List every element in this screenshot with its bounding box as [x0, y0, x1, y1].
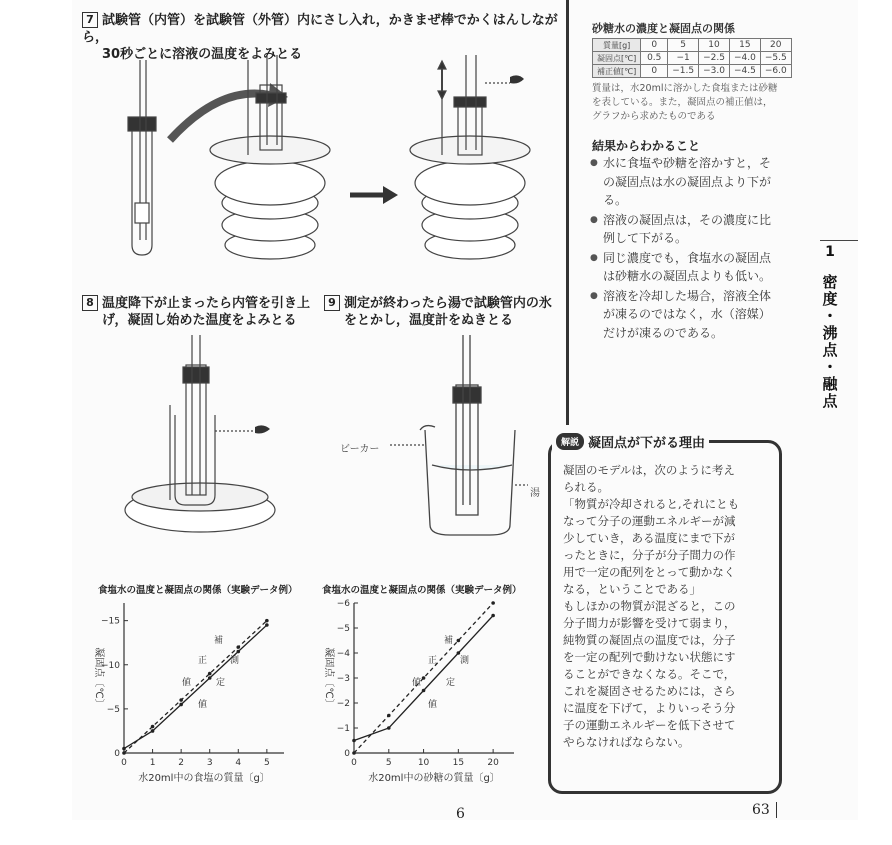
- step-8-text-1: 温度降下が止まったら内管を引き上: [102, 296, 311, 311]
- annotation-char: 測: [230, 656, 240, 666]
- y-tick-label: 0: [114, 749, 120, 759]
- cooling-apparatus-1: [210, 55, 330, 259]
- test-tube-inner-outer: [128, 60, 156, 255]
- data-point: [457, 651, 461, 655]
- data-point: [122, 751, 126, 755]
- side-tab-rule: [820, 240, 858, 241]
- sugar-table: [592, 38, 792, 78]
- data-point: [422, 676, 426, 680]
- table-row: 質量[g] 0 5 10 15 20: [593, 39, 792, 52]
- data-point: [491, 614, 495, 618]
- x-tick-label: 20: [487, 758, 499, 768]
- step-7-illustration: [110, 55, 570, 270]
- step-9-heading: [324, 295, 564, 329]
- y-tick-label: −2: [336, 699, 350, 709]
- data-point: [457, 639, 461, 643]
- data-point: [387, 714, 391, 718]
- arrow-curve-icon: [170, 93, 270, 140]
- list-item: ● 溶液の凝固点は，その濃度に比 例して下がる。: [590, 211, 800, 248]
- table-row: 補正値[℃] 0 −1.5 −3.0 −4.5 −6.0: [593, 65, 792, 78]
- annotation-char: 補: [444, 636, 454, 646]
- chapter-title: 密度・沸点・融点: [820, 274, 839, 410]
- page-number-bottom: 6: [456, 806, 465, 822]
- annotation-char: 値: [412, 678, 422, 688]
- data-point: [151, 729, 155, 733]
- data-point: [352, 751, 356, 755]
- results-list: [590, 154, 800, 343]
- y-tick-label: −4: [336, 649, 350, 659]
- step-8-heading: [82, 295, 322, 329]
- x-tick-label: 5: [263, 758, 270, 768]
- x-tick-label: 1: [149, 758, 156, 768]
- list-item: ● 水に食塩や砂糖を溶かすと，そ の凝固点は水の凝固点より下が る。: [590, 154, 800, 210]
- annotation-char: 値: [182, 678, 192, 688]
- x-tick-label: 2: [178, 758, 185, 768]
- step-9-illustration: [380, 335, 530, 545]
- series-line-1: [124, 625, 267, 749]
- list-item: ● 同じ濃度でも，食塩水の凝固点 は砂糖水の凝固点よりも低い。: [590, 249, 800, 286]
- list-item: ● 溶液を冷却した場合，溶液全体 が凍るのではなく，水（溶媒） だけが凍るのである。: [590, 287, 800, 343]
- chapter-number: 1: [825, 244, 835, 260]
- explanation-badge: 解説: [556, 433, 584, 450]
- data-point: [208, 676, 212, 680]
- chapter-side-tab: [810, 244, 850, 410]
- eye-icon: [510, 75, 524, 83]
- y-tick-label: −5: [106, 704, 120, 715]
- annotation-char: 値: [428, 700, 438, 710]
- data-point: [151, 725, 155, 729]
- data-point: [352, 739, 356, 743]
- step-8-illustration: [120, 335, 320, 540]
- explanation-body: 凝固のモデルは，次のように考え られる。 「物質が冷却されると,それにとも なって分子の運動エネルギーが減 少していき，ある温度にまで下が ったときに，分子が分子間力の作 用で一定の配列をとって動かなく なる，ということである」 もしほかの物質が混ざると，この 分子間力が影響を受けて弱まり， 純物質の凝固点の温度では，分子 を一定の配列で動けない状態にす ることができなくなる。そこで， これを凝固させるためには，さら に温度を下げて，よりいっそう分 子の運動エネルギーを低下させて やらなければならない。: [563, 463, 740, 749]
- annotation-char: 正: [198, 656, 208, 666]
- step-8-number: 8: [82, 295, 98, 311]
- table-row: 凝固点[℃] 0.5 −1 −2.5 −4.0 −5.5: [593, 52, 792, 65]
- explanation-title: 凝固点が下がる理由: [588, 436, 706, 451]
- y-tick-label: −6: [336, 599, 350, 609]
- sugar-table-title: 砂糖水の濃度と凝固点の関係: [592, 22, 735, 35]
- x-tick-label: 0: [351, 758, 357, 768]
- step-8-text-2: げ，凝固し始めた温度をよみとる: [102, 313, 297, 328]
- y-tick-label: −10: [101, 660, 120, 671]
- step-9-text-2: をとかし，温度計をぬきとる: [344, 313, 514, 328]
- annotation-char: 定: [446, 678, 456, 688]
- x-tick-label: 5: [385, 758, 392, 768]
- data-point: [236, 650, 240, 654]
- y-axis-label: 凝固点〔℃〕: [93, 647, 104, 709]
- data-point: [208, 672, 212, 676]
- y-tick-label: −15: [101, 616, 120, 627]
- data-point: [491, 601, 495, 605]
- series-line-2: [124, 621, 267, 753]
- step-7-text-2: 30秒ごとに溶液の温度をよみとる: [102, 47, 303, 62]
- data-point: [265, 619, 269, 623]
- x-axis-label: 水20ml中の砂糖の質量〔g〕: [368, 773, 500, 784]
- beaker-label: ビーカー: [340, 444, 380, 455]
- hot-water-label: 湯: [530, 488, 540, 499]
- data-point: [179, 703, 183, 707]
- chart-2-title: 食塩水の温度と凝固点の関係（実験データ例）: [322, 585, 522, 596]
- data-point: [179, 698, 183, 702]
- page-number-rule: [776, 802, 777, 818]
- column-divider: [566, 0, 569, 425]
- x-tick-label: 4: [235, 758, 242, 768]
- annotation-char: 定: [216, 678, 226, 688]
- page-number-right: 63: [752, 802, 770, 818]
- data-point: [122, 747, 126, 751]
- data-point: [387, 726, 391, 730]
- step-9-text-1: 測定が終わったら湯で試験管内の氷: [344, 296, 552, 311]
- y-tick-label: 0: [344, 749, 350, 759]
- chart-1: [82, 595, 297, 795]
- y-axis-label: 凝固点〔℃〕: [323, 647, 334, 709]
- cooling-apparatus-2: [410, 55, 530, 259]
- annotation-char: 正: [428, 656, 438, 666]
- explanation-heading: [552, 432, 709, 451]
- annotation-char: 補: [214, 636, 224, 646]
- chart-1-title: 食塩水の温度と凝固点の関係（実験データ例）: [98, 585, 298, 596]
- chart-2: [312, 595, 527, 795]
- annotation-char: 値: [198, 700, 208, 710]
- step-7-text-1: 試験管（内管）を試験管（外管）内にさし入れ，かきまぜ棒でかくはんしながら，: [82, 13, 558, 45]
- x-axis-label: 水20ml中の食塩の質量〔g〕: [138, 773, 270, 784]
- sugar-table-note: 質量は，水20mlに溶かした食塩または砂糖 を表している。また，凝固点の補正値は， グラフから求めたものである: [592, 83, 778, 122]
- results-title: 結果からわかること: [592, 139, 701, 153]
- step-9-number: 9: [324, 295, 340, 311]
- x-tick-label: 3: [206, 758, 213, 768]
- step-7-number: 7: [82, 12, 98, 28]
- data-point: [422, 689, 426, 693]
- data-point: [236, 645, 240, 649]
- eye-icon-2: [255, 425, 270, 433]
- annotation-char: 測: [460, 656, 470, 666]
- x-tick-label: 10: [417, 758, 430, 768]
- y-tick-label: −3: [336, 674, 350, 684]
- y-tick-label: −1: [336, 724, 350, 734]
- x-tick-label: 15: [452, 758, 465, 768]
- y-tick-label: −5: [336, 624, 350, 634]
- data-point: [265, 623, 269, 627]
- x-tick-label: 0: [121, 758, 127, 768]
